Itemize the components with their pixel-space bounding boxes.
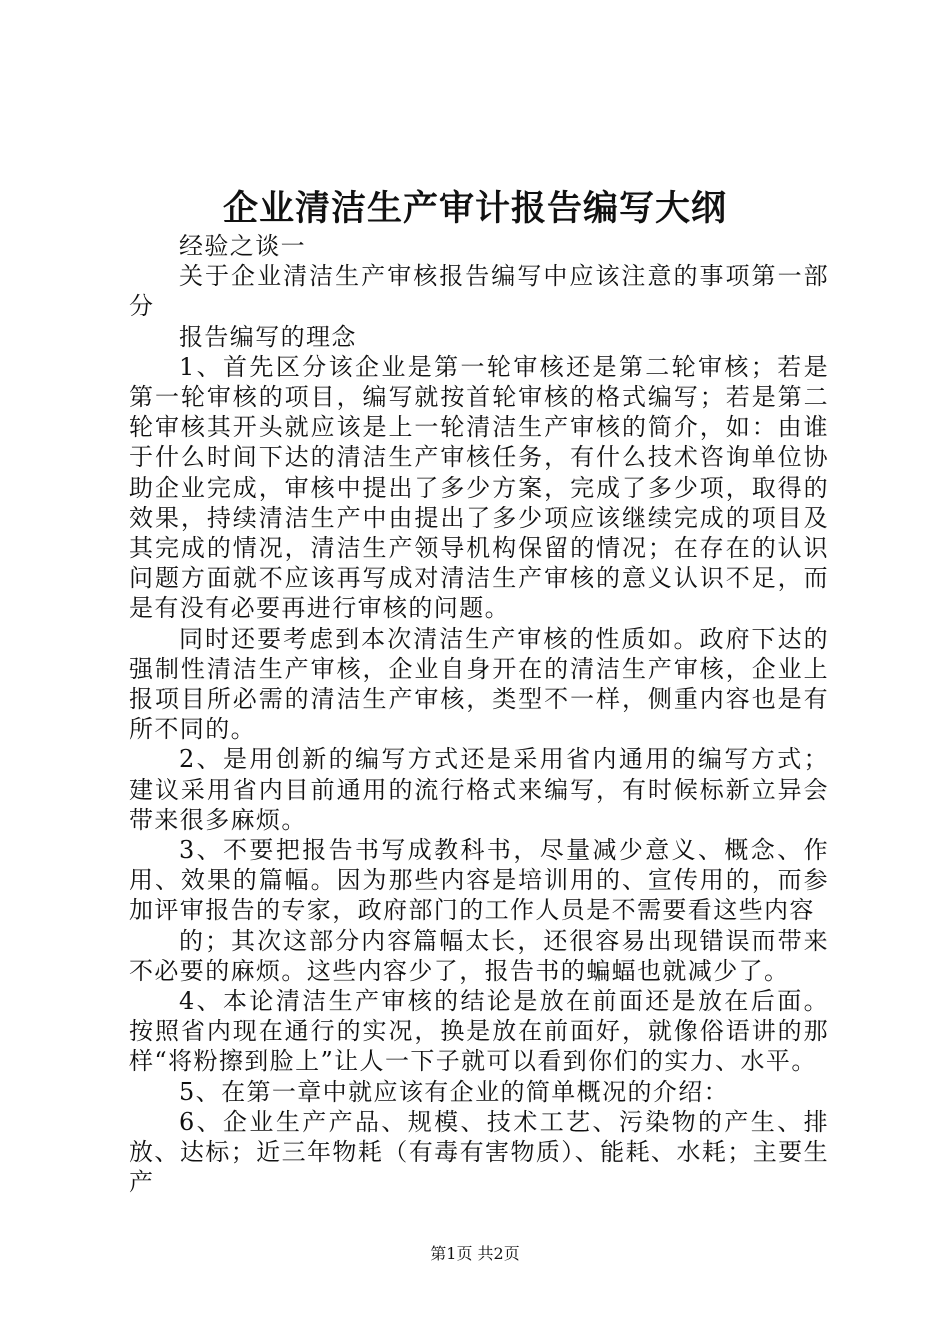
paragraph-experience: 经验之谈一 bbox=[179, 232, 306, 260]
paragraph-part-one-heading: 关于企业清洁生产审核报告编写中应该注意的事项第一部分 bbox=[129, 262, 829, 321]
document-body bbox=[129, 231, 829, 1198]
document-title: 企业清洁生产审计报告编写大纲 bbox=[222, 188, 727, 229]
paragraph-item-6: 6、企业生产产品、规模、技术工艺、污染物的产生、排放、达标；近三年物耗（有毒有害物质）、能耗、水耗；主要生产 bbox=[129, 1107, 829, 1197]
paragraph-item-4: 4、本论清洁生产审核的结论是放在前面还是放在后面。按照省内现在通行的实况，换是放在前面好，就像俗语讲的那样“将粉擦到脸上”让人一下子就可以看到你们的实力、水平。 bbox=[129, 987, 829, 1076]
paragraph-audit-nature: 同时还要考虑到本次清洁生产审核的性质如。政府下达的强制性清洁生产审核，企业自身开在的清洁生产审核，企业上报项目所必需的清洁生产审核，类型不一样，侧重内容也是有所不同的。 bbox=[129, 624, 829, 744]
paragraph-item-3-continued: 的；其次这部分内容篇幅太长，还很容易出现错误而带来不必要的麻烦。这些内容少了，报告书的蝙蝠也就减少了。 bbox=[129, 926, 829, 985]
paragraph-item-2: 2、是用创新的编写方式还是采用省内通用的编写方式；建议采用省内目前通用的流行格式来编写，有时候标新立异会带来很多麻烦。 bbox=[129, 745, 829, 834]
paragraph-item-3: 3、不要把报告书写成教科书，尽量减少意义、概念、作用、效果的篇幅。因为那些内容是培训用的、宣传用的，而参加评审报告的专家，政府部门的工作人员是不需要看这些内容 bbox=[129, 836, 829, 925]
paragraph-concept-heading: 报告编写的理念 bbox=[179, 322, 357, 351]
paragraph-item-5: 5、在第一章中就应该有企业的简单概况的介绍： bbox=[179, 1077, 730, 1106]
page-footer: 第1页 共2页 bbox=[430, 1244, 520, 1263]
paragraph-item-1: 1、首先区分该企业是第一轮审核还是第二轮审核；若是第一轮审核的项目，编写就按首轮审核的格式编写；若是第二轮审核其开头就应该是上一轮清洁生产审核的简介，如：由谁于什么时间下达的清洁生产审核任务，有什么技术咨询单位协助企业完成，审核中提出了多少方案，完成了多少项，取得的效果，持续清洁生产中由提出了多少项应该继续完成的项目及其完成的情况，清洁生产领导机构保留的情况；在存在的认识问题方面就不应该再写成对清洁生产审核的意义认识不足，而是有没有必要再进行审核的问题。 bbox=[129, 352, 829, 623]
